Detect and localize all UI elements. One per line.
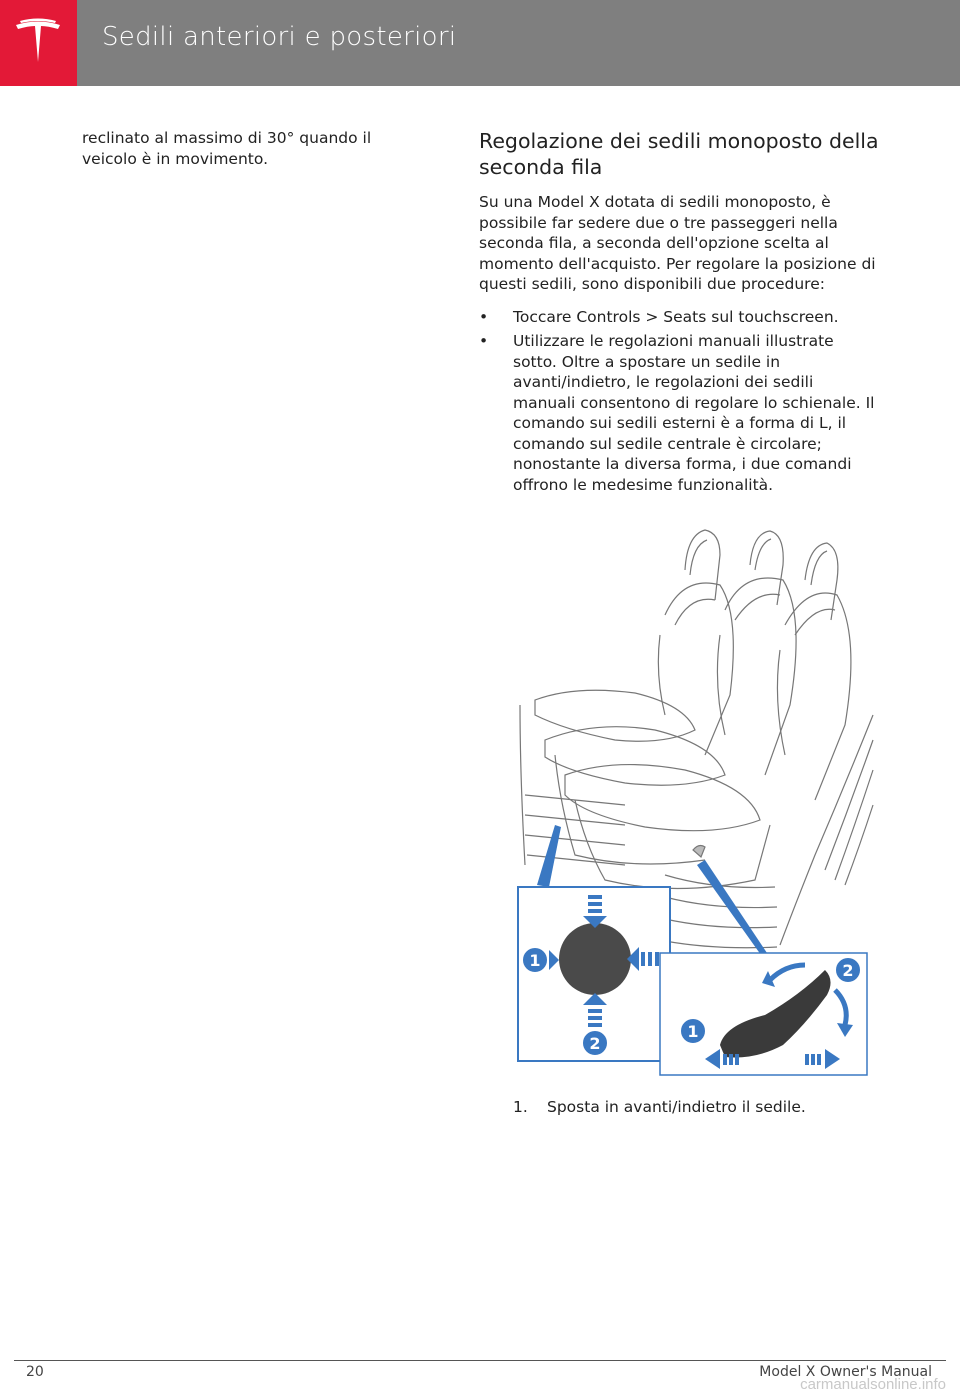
intro-paragraph: Su una Model X dotata di sedili monoposto, è possibile far sedere due o tre passeggeri nella seconda fila, a seconda dell'opzione scelta al momento dell'acquisto. Per regolare la posizione di questi sedili, sono disponibili due procedure: [479, 193, 876, 293]
right-column [479, 128, 879, 499]
bullet-glyph: • [479, 307, 489, 326]
list-item [479, 307, 879, 328]
page-title: Sedili anteriori e posteriori [102, 22, 457, 52]
caption-number: 1. [513, 1098, 528, 1116]
bullet-text: Utilizzare le regolazioni manuali illustrate sotto. Oltre a spostare un sedile in avanti/indietro, le regolazioni dei sedili manuali consentono di regolare lo schienale. Il comando sui sedili esterni è a forma di L, il comando sul sedile centrale è circolare; nonostante la diversa forma, i due comandi offrono le medesime funzionalità. [513, 332, 875, 494]
manual-name: Model X Owner's Manual [759, 1364, 932, 1380]
callout-label: 2 [589, 1034, 601, 1053]
callout-label: 1 [687, 1022, 699, 1041]
bullet-list [479, 307, 879, 496]
watermark: carmanualsonline.info [800, 1376, 946, 1393]
tesla-logo-icon [12, 16, 64, 68]
callout-badge-2-right [835, 957, 861, 983]
callout-badge-1-right [680, 1018, 706, 1044]
seat-illustration [515, 525, 875, 1080]
page-header [0, 0, 960, 86]
seat-diagram-svg [515, 525, 875, 1080]
callout-badge-2-left [582, 1030, 608, 1056]
left-column-text: reclinato al massimo di 30° quando il veicolo è in movimento. [82, 129, 372, 168]
page-number: 20 [26, 1364, 44, 1380]
callout-badge-1-left [522, 947, 548, 973]
brand-logo-box [0, 0, 77, 86]
caption-text: Sposta in avanti/indietro il sedile. [547, 1098, 806, 1116]
section-heading: Regolazione dei sedili monoposto della seconda fila [479, 129, 879, 179]
bullet-text: Toccare Controls > Seats sul touchscreen. [513, 307, 839, 326]
callout-label: 2 [842, 961, 854, 980]
bullet-glyph: • [479, 332, 489, 350]
figure-caption [513, 1097, 893, 1117]
list-item [479, 331, 879, 495]
seat-line-art [520, 530, 873, 948]
callout-label: 1 [529, 951, 541, 970]
footer-divider [14, 1360, 946, 1361]
